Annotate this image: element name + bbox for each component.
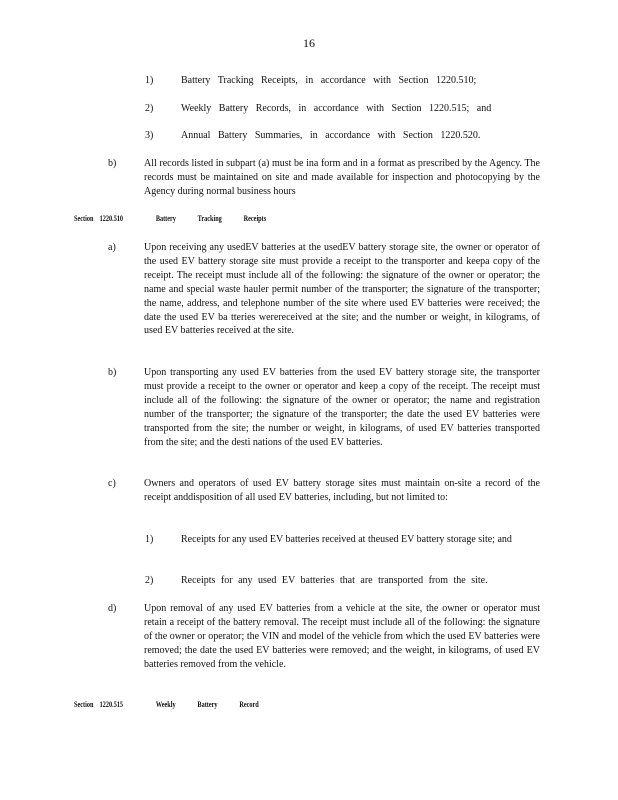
list-item: [145, 102, 531, 116]
section-heading-1220-515: [74, 700, 259, 709]
item-label: b): [108, 367, 117, 378]
section-number: 1220.515: [99, 700, 124, 709]
item-label: b): [108, 158, 117, 169]
item-label: 2): [145, 103, 154, 114]
section-title: Battery Tracking Receipts: [155, 214, 267, 223]
item-label: a): [108, 242, 116, 253]
page-number: 16: [303, 36, 315, 50]
section-word: Section: [74, 214, 94, 223]
item-label: 3): [145, 130, 154, 141]
section-word: Section: [74, 700, 94, 709]
list-item: [145, 533, 531, 547]
item-text: Owners and operators of used EV battery storage sites must maintain on-site a record of the receipt anddisposition of all used EV batteries, including, but not limited to:: [144, 478, 540, 503]
item-text: Upon transporting any used EV batteries from the used EV battery storage site, the transporter must provide a receipt to the owner or operator and keep a copy of the receipt. The receipt must include all of the following: the signature of the owner or operator; the name and registration number of the transporter; the signature of the transporter; the date the used EV batteries were transported from the site; the number or weight, in kilograms, of used EV batteries transported from the site; and the desti nations of the used EV batteries.: [144, 367, 540, 448]
paragraph-b-records: [108, 157, 540, 199]
item-text: Receipts for any used EV batteries received at theused EV battery storage site; and: [181, 534, 512, 545]
item-text: Weekly Battery Records, in accordance with Section 1220.515; and: [181, 103, 492, 114]
item-text: Upon removal of any used EV batteries from a vehicle at the site, the owner or operator must retain a receipt of the battery removal. The receipt must include all of the following: the signature of the owner or operator; the VIN and model of the vehicle from which the used EV batteries were removed; the date the used EV batteries were removed; and the weight, in kilograms, of used EV batteries removed from the vehicle.: [144, 603, 540, 670]
list-item: [145, 574, 531, 588]
item-label: 1): [145, 534, 154, 545]
item-text: Battery Tracking Receipts, in accordance with Section 1220.510;: [181, 75, 477, 86]
item-label: 1): [145, 75, 154, 86]
item-label: d): [108, 603, 117, 614]
section-heading-1220-510: [74, 214, 266, 223]
paragraph-b-transporting: [108, 366, 540, 449]
section-title: Weekly Battery Record: [155, 700, 259, 709]
list-item: [145, 129, 531, 143]
item-text: Upon receiving any usedEV batteries at the usedEV battery storage site, the owner or operator of the used EV battery storage site must provide a receipt to the transporter and keepa copy of the receipt. The receipt must include all of the following: the signature of the owner or operator; the name and special waste hauler permit number of the transporter; the signature of the transporter; the name, address, and telephone number of the site where used EV batteries were received; the date the used EV ba tteries werereceived at the site; and the number or weight, in kilograms, of used EV batteries received at the site.: [144, 242, 540, 337]
item-text: All records listed in subpart (a) must be ina form and in a format as prescribed by the Agency. The records must be maintained on site and made available for inspection and photocopying by the Agency during normal business hours: [144, 158, 540, 197]
item-label: 2): [145, 575, 154, 586]
paragraph-a-receiving: [108, 241, 540, 338]
item-text: Receipts for any used EV batteries that are transported from the site.: [181, 575, 488, 586]
item-label: c): [108, 478, 116, 489]
paragraph-d-removal: [108, 602, 540, 672]
list-item: [145, 74, 531, 88]
paragraph-c-records: [108, 477, 540, 505]
item-text: Annual Battery Summaries, in accordance with Section 1220.520.: [181, 130, 481, 141]
section-number: 1220.510: [99, 214, 124, 223]
